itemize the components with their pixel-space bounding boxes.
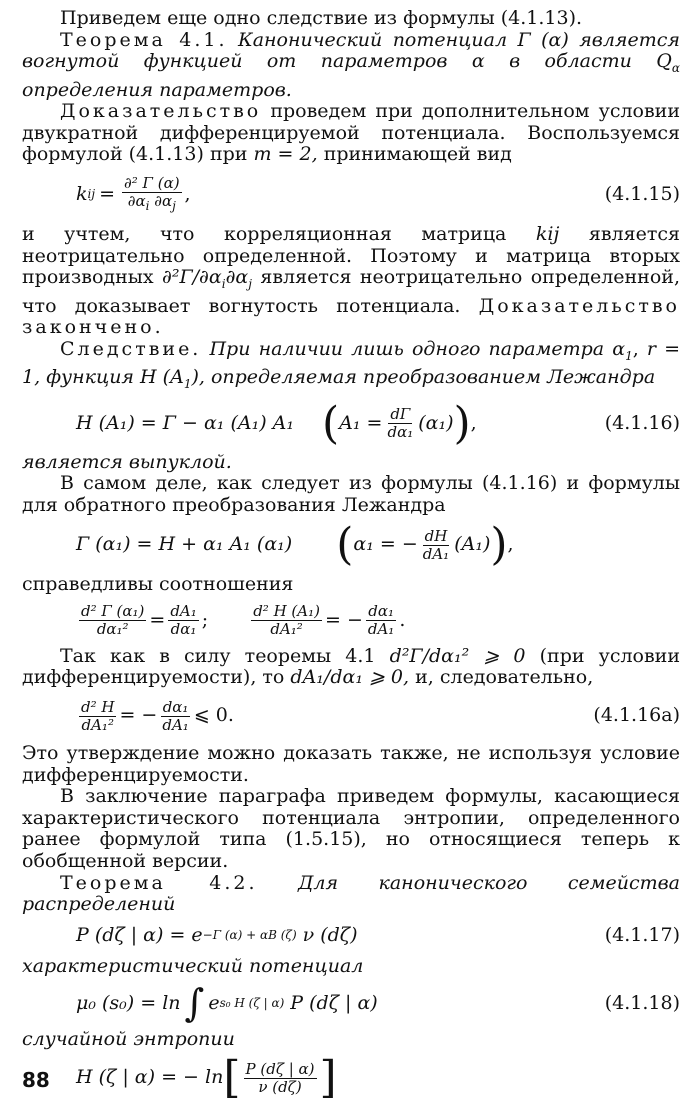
- equation-4-1-17: P (dζ | α) = e −Γ (α) + αB (ζ) ν (dζ) (4.1.17): [76, 924, 680, 947]
- eq17-label: (4.1.17): [604, 924, 680, 947]
- proof-end: Доказательство закончено.: [22, 294, 680, 339]
- theorem-body: Канонический потенциал Γ (α) является вогнутой функцией от параметров α в области Q: [22, 28, 680, 73]
- eq16a-label: (4.1.16a): [593, 704, 680, 727]
- equation-4-1-18: μ₀ (s₀) = ln ∫ e s₀ H (ζ | α) P (dζ | α) (4.1.18): [76, 981, 680, 1026]
- corollary-heading: Следствие.: [60, 337, 202, 360]
- theorem-subscript: α: [671, 60, 680, 75]
- second-derivative: $\partial^2\Gamma/\partial\alpha_i\partial\alpha_j$: [162, 266, 252, 291]
- eq16-lhs: H (A₁) = Γ − α₁ (A₁) A₁: [76, 411, 294, 434]
- proof-paragraph: [22, 101, 680, 166]
- proof-text-1: проведем при дополнительном условии двукратной дифференцируемой потенциала. Воспользуемся формулой (4.1.13) при: [22, 100, 680, 166]
- eq16-fraction: $\frac{d\Gamma}{\text{dα₁}}$: [387, 405, 414, 441]
- eq18-label: (4.1.18): [604, 991, 680, 1014]
- random-entropy-label: случайной энтропии: [22, 1028, 235, 1051]
- proof-text-2: принимающей вид: [323, 143, 512, 166]
- eq15-label: (4.1.15): [604, 183, 680, 206]
- equation-relations: $\frac{\text{d² Γ (α₁)}}{\text{dα₁²}}$ = $\frac{\text{dA₁}}{\text{dα₁}}$ ; $\frac{\text{d² H (A₁)}}{\text{dA₁²}}$ = − $\frac{\text{dα₁}}{\text{dA₁}}$ .: [81, 602, 406, 639]
- paragraph-conclusion: В заключение параграфа приведем формулы, касающиеся характеристического потенциала энтропии, определенного ранее формулой типа (1.5.15), но относящиеся теперь к обобщенной версии.: [22, 785, 680, 873]
- equation-4-1-15: k ij = $\frac{\text{∂² Γ (α)}}{\partial\alpha_i \partial\alpha_j}$ , (4.1.15): [76, 173, 680, 213]
- paragraph-statement: Это утверждение можно доказать также, не используя условие дифференцируемости.: [22, 742, 680, 786]
- theorem-4-2: Теорема 4.2. Для канонического семейства распределений: [22, 871, 680, 916]
- equation-entropy: H (ζ | α) = − ln [ $\frac{P (d\zeta | \alpha)}{\nu (d\zeta)}$ ]: [76, 1052, 337, 1103]
- convex-statement: является выпуклой.: [22, 450, 232, 473]
- kij-symbol: kij: [535, 222, 560, 245]
- paragraph-relations: справедливы соотношения: [22, 573, 294, 596]
- eq15-lhs-sub: ij: [87, 187, 96, 202]
- eq16-label: (4.1.16): [604, 411, 680, 434]
- equation-4-1-16a: $\frac{\text{d² H}}{\text{dA₁²}}$ = − $\frac{\text{dα₁}}{\text{dA₁}}$ ⩽ 0. (4.1.16a): [81, 697, 680, 734]
- proof-heading: Доказательство: [60, 100, 262, 123]
- eq15-numerator: ∂² Γ (α): [124, 173, 180, 192]
- equation-4-1-16: H (A₁) = Γ − α₁ (A₁) A₁ ( A₁ = $\frac{d\Gamma}{\text{dα₁}}$ (α₁) ) , (4.1.16): [76, 397, 680, 449]
- paragraph-inverse: В самом деле, как следует из формулы (4.1.16) и формулы для обратного преобразования Лежандра: [22, 472, 680, 516]
- equation-inverse-legendre: Γ (α₁) = H + α₁ A₁ (α₁) ( α₁ = − $\frac{dH}{\text{dA₁}}$ (A₁) ) ,: [76, 519, 514, 571]
- theorem-4-1: [22, 30, 680, 102]
- eq15-lhs: k: [76, 183, 88, 206]
- proof-m: m = 2,: [253, 143, 318, 166]
- eq15-fraction: [122, 175, 182, 215]
- theorem-2-heading: Теорема 4.2.: [60, 871, 258, 894]
- theorem-heading: Теорема 4.1.: [60, 28, 228, 51]
- theorem-tail: определения параметров.: [22, 78, 292, 101]
- char-potential-label: характеристический потенциал: [22, 954, 364, 977]
- corollary: Следствие. При наличии лишь одного параметра $\alpha_1$, r = 1, функция H $(A_1)$, определяемая преобразованием Лежандра: [22, 337, 680, 391]
- eq15-denominator: $\partial\alpha_i$ $\partial\alpha_j$: [127, 191, 176, 213]
- paragraph-theorem-use: Так как в силу теоремы 4.1 d²Γ/dα₁² ⩾ 0 (при условии дифференцируемости), то dA₁/dα₁ ⩾ 0, и, следовательно,: [22, 644, 680, 689]
- page-content: [22, 8, 680, 1105]
- paragraph-intro: Приведем еще одно следствие из формулы (4.1.13).: [60, 7, 583, 29]
- paragraph-correlation: и учтем, что корреляционная матрица kij является неотрицательно определенной. Поэтому и матрица вторых производных $\partial^2\Gamma/\partial\alpha_i\partial\alpha_j$ является неотрицательно определенной, что доказывает вогнутость потенциала. Доказательство закончено.: [22, 222, 680, 339]
- page-number: 88: [22, 1068, 50, 1092]
